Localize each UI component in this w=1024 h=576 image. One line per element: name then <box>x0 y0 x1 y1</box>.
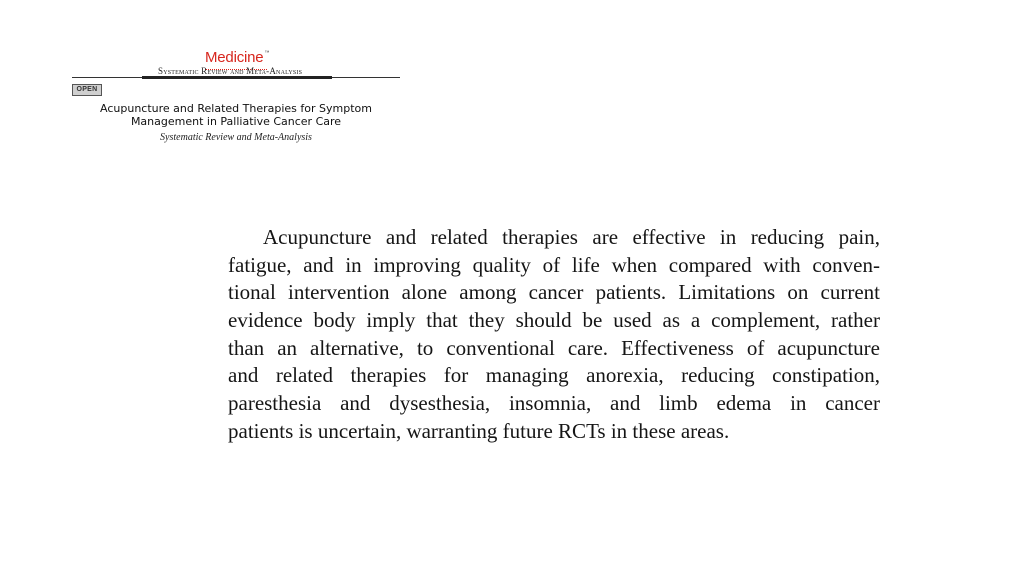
paragraph-line: patients is uncertain, warranting future RCTs in these areas. <box>228 418 730 443</box>
header-rule-accent <box>142 76 332 79</box>
open-access-badge: OPEN <box>72 84 102 96</box>
trademark-mark: ™ <box>264 50 270 56</box>
article-title-line: Management in Palliative Cancer Care <box>130 115 342 128</box>
paragraph-line: tional intervention alone among cancer patients. Limitations on current <box>228 280 880 305</box>
paragraph-line: evidence body imply that they should be used as a complement, rather <box>228 308 880 333</box>
article-title-line: Acupuncture and Related Therapies for Symptom <box>100 102 372 115</box>
journal-logo <box>205 44 269 67</box>
paragraph-line: paresthesia and dysesthesia, insomnia, and limb edema in cancer <box>228 391 880 416</box>
article-subtitle: Systematic Review and Meta-Analysis <box>160 132 312 143</box>
paragraph-line: and related therapies for managing anorexia, reducing constipation, <box>228 363 880 388</box>
section-label: Systematic Review and Meta-Analysis <box>158 66 303 76</box>
paragraph-line: Acupuncture and related therapies are effective in reducing pain, <box>263 225 880 249</box>
conclusion-paragraph <box>228 224 880 446</box>
article-title <box>72 102 400 128</box>
paragraph-line: fatigue, and in improving quality of life when compared with conven- <box>228 252 880 277</box>
journal-name: Medicine <box>205 49 264 66</box>
paragraph-line: than an alternative, to conventional care. Effectiveness of acupuncture <box>228 335 880 360</box>
